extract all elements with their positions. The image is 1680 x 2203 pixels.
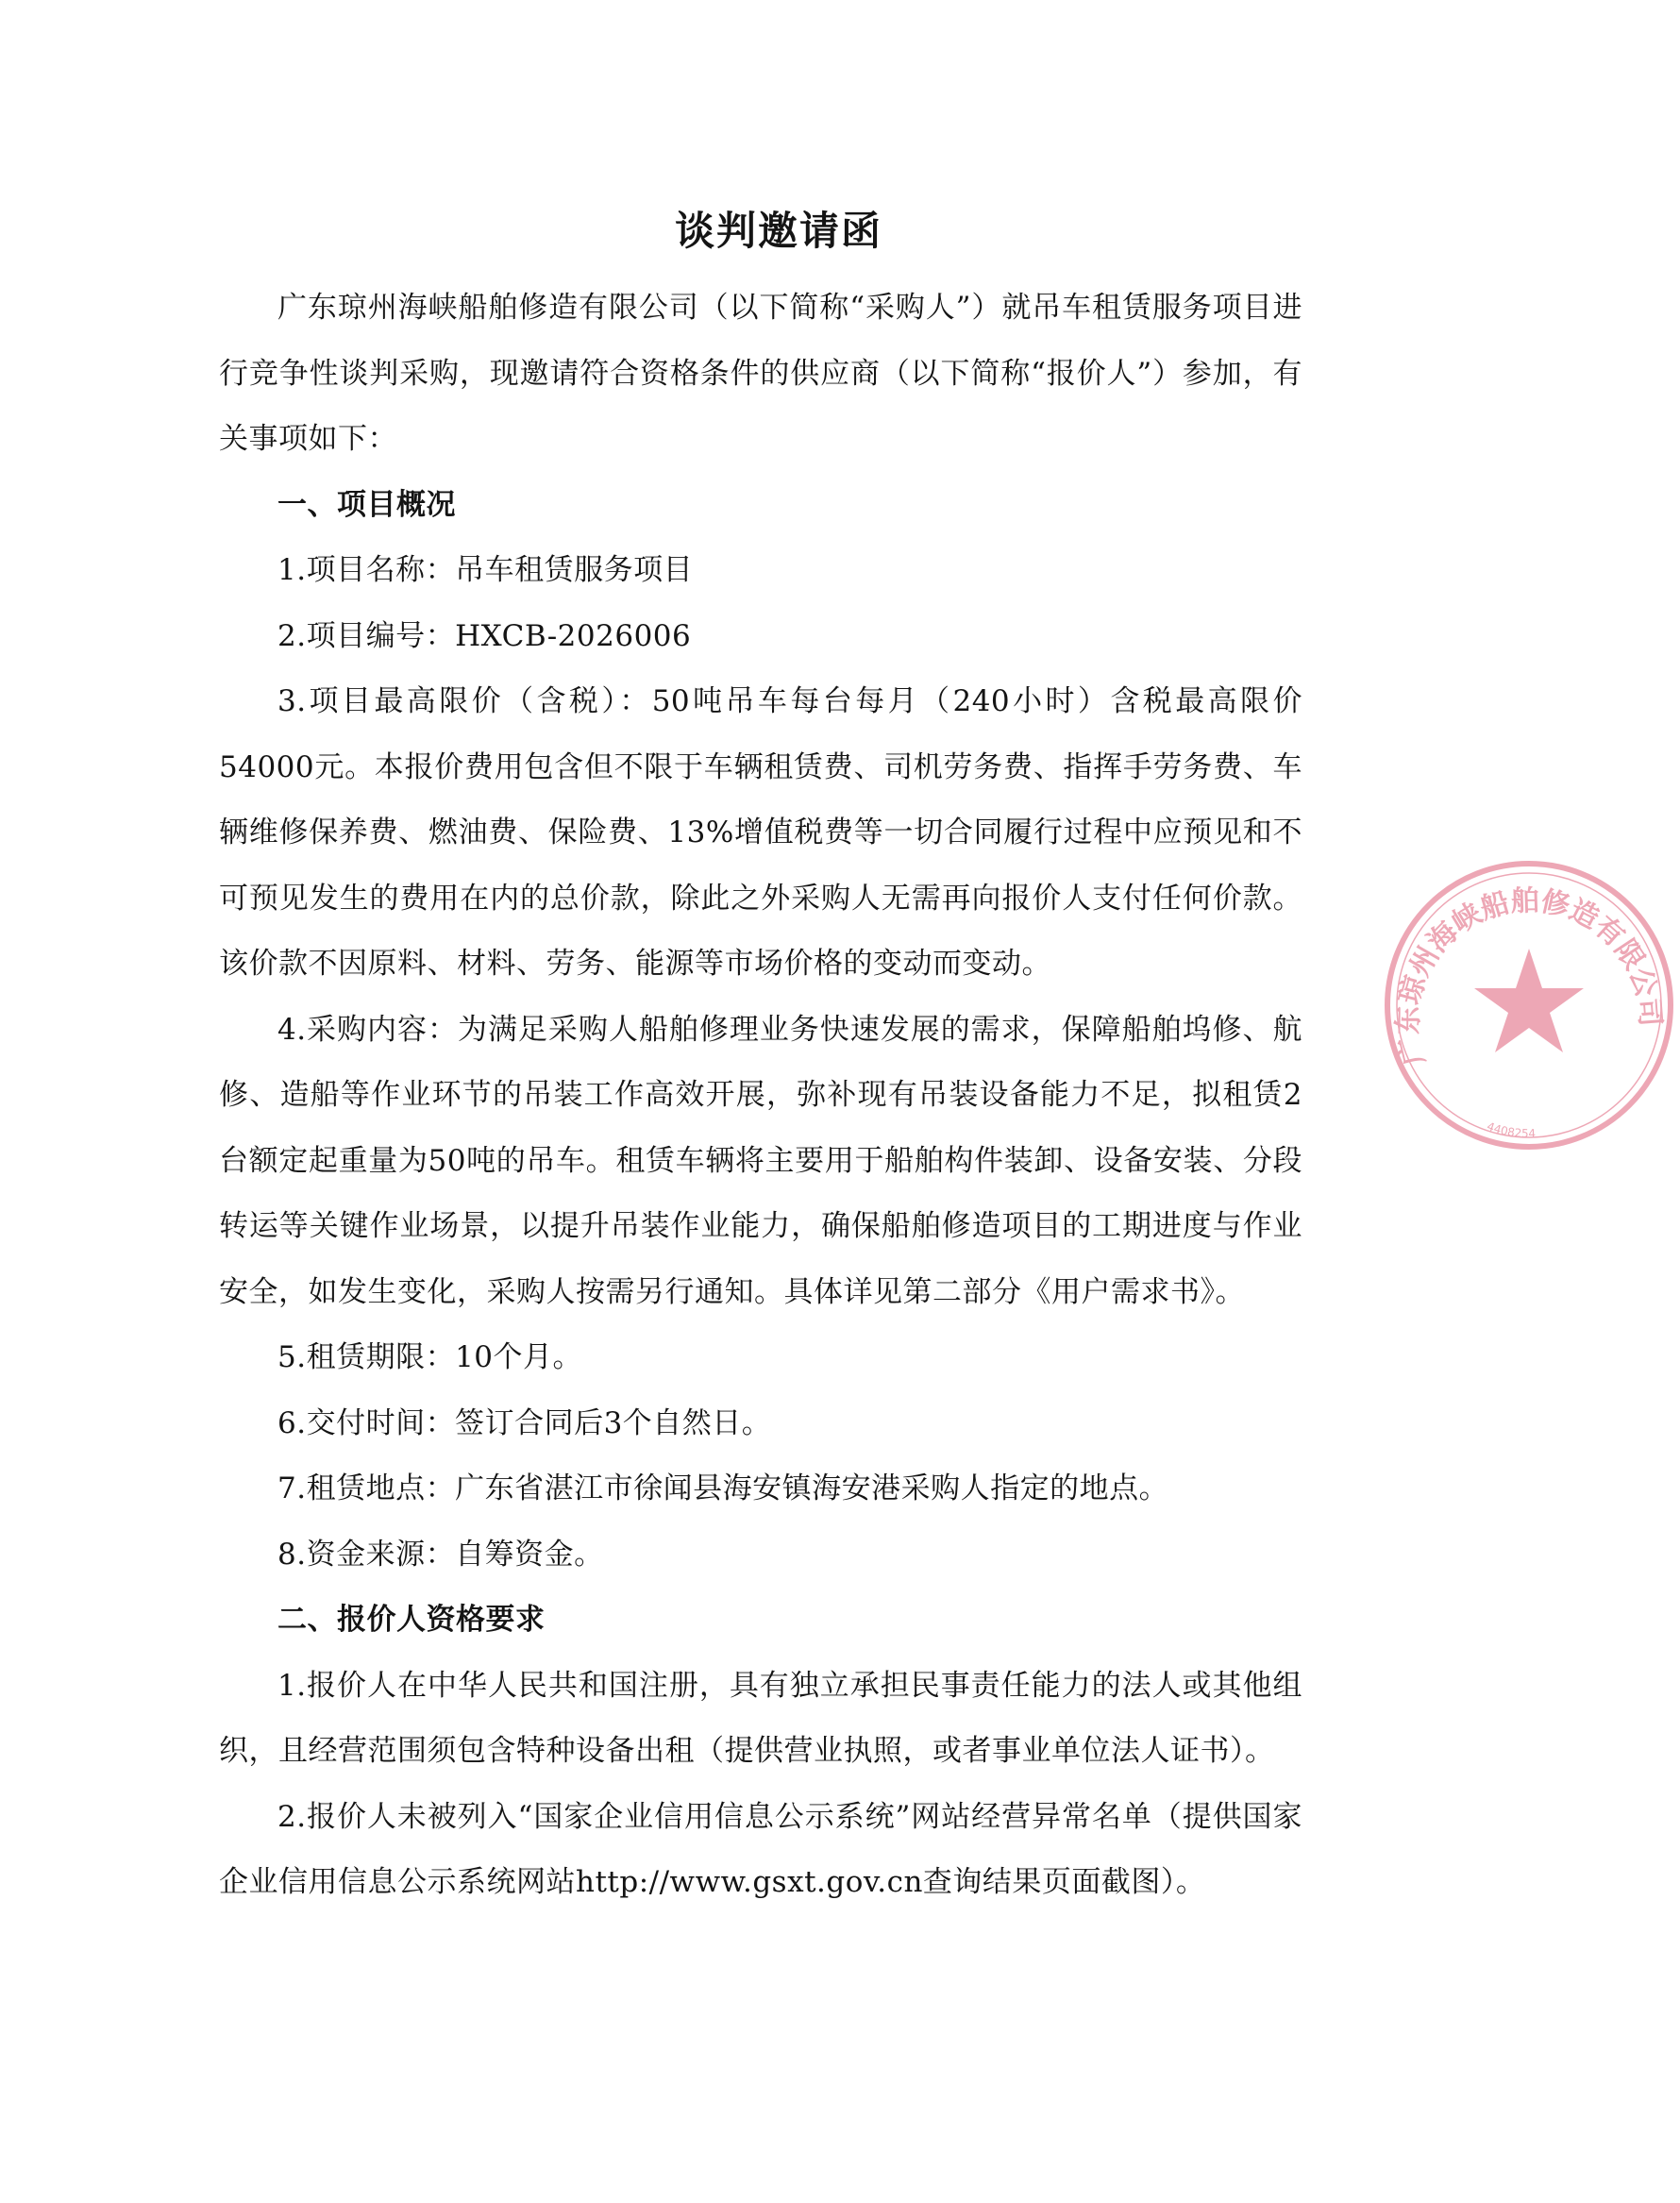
- intro-paragraph: 广东琼州海峡船舶修造有限公司（以下简称“采购人”）就吊车租赁服务项目进行竞争性谈判采购，现邀请符合资格条件的供应商（以下简称“报价人”）参加，有关事项如下：: [219, 291, 1302, 456]
- seal-code: 4408254: [1485, 1119, 1537, 1141]
- overview-item-funding: 8.资金来源：自筹资金。: [277, 1537, 604, 1572]
- svg-text:4408254: [1486, 1119, 1537, 1140]
- seal-text: 广东琼州海峡船舶修造有限公司: [1391, 883, 1667, 1068]
- overview-item-delivery: 6.交付时间：签订合同后3个自然日。: [277, 1405, 772, 1440]
- overview-item-content: 4.采购内容：为满足采购人船舶修理业务快速发展的需求，保障船舶坞修、航修、造船等作业环节的吊装工作高效开展，弥补现有吊装设备能力不足，拟租赁2台额定起重量为50吨的吊车。租赁车辆将主要用于船舶构件装卸、设备安装、分段转运等关键作业场景，以提升吊装作业能力，确保船舶修造项目的工期进度与作业安全，如发生变化，采购人按需另行通知。具体详见第二部分《用户需求书》。: [219, 1012, 1302, 1309]
- seal-star-icon: [1474, 949, 1584, 1052]
- overview-item-location: 7.租赁地点：广东省湛江市徐闻县海安镇海安港采购人指定的地点。: [277, 1471, 1169, 1505]
- qualification-item-registration: 1.报价人在中华人民共和国注册，具有独立承担民事责任能力的法人或其他组织，且经营范围须包含特种设备出租（提供营业执照，或者事业单位法人证书）。: [219, 1668, 1302, 1768]
- qualification-item-credit: 2.报价人未被列入“国家企业信用信息公示系统”网站经营异常名单（提供国家企业信用信息公示系统网站http://www.gsxt.gov.cn查询结果页面截图）。: [219, 1799, 1302, 1899]
- section-heading-overview: 一、项目概况: [277, 487, 456, 522]
- document-body: [219, 276, 1302, 1916]
- overview-item-number: 2.项目编号：HXCB-2026006: [277, 618, 692, 653]
- company-seal: [1378, 854, 1680, 1156]
- section-heading-qualification: 二、报价人资格要求: [277, 1603, 546, 1637]
- overview-item-name: 1.项目名称：吊车租赁服务项目: [277, 553, 694, 587]
- overview-item-price-limit: 3.项目最高限价（含税）：50吨吊车每台每月（240小时）含税最高限价54000元。本报价费用包含但不限于车辆租赁费、司机劳务费、指挥手劳务费、车辆维修保养费、燃油费、保险费、13%增值税费等一切合同履行过程中应预见和不可预见发生的费用在内的总价款，除此之外采购人无需再向报价人支付任何价款。该价款不因原料、材料、劳务、能源等市场价格的变动而变动。: [219, 684, 1302, 981]
- page-title: 谈判邀请函: [674, 208, 882, 254]
- overview-item-lease-term: 5.租赁期限：10个月。: [277, 1340, 583, 1374]
